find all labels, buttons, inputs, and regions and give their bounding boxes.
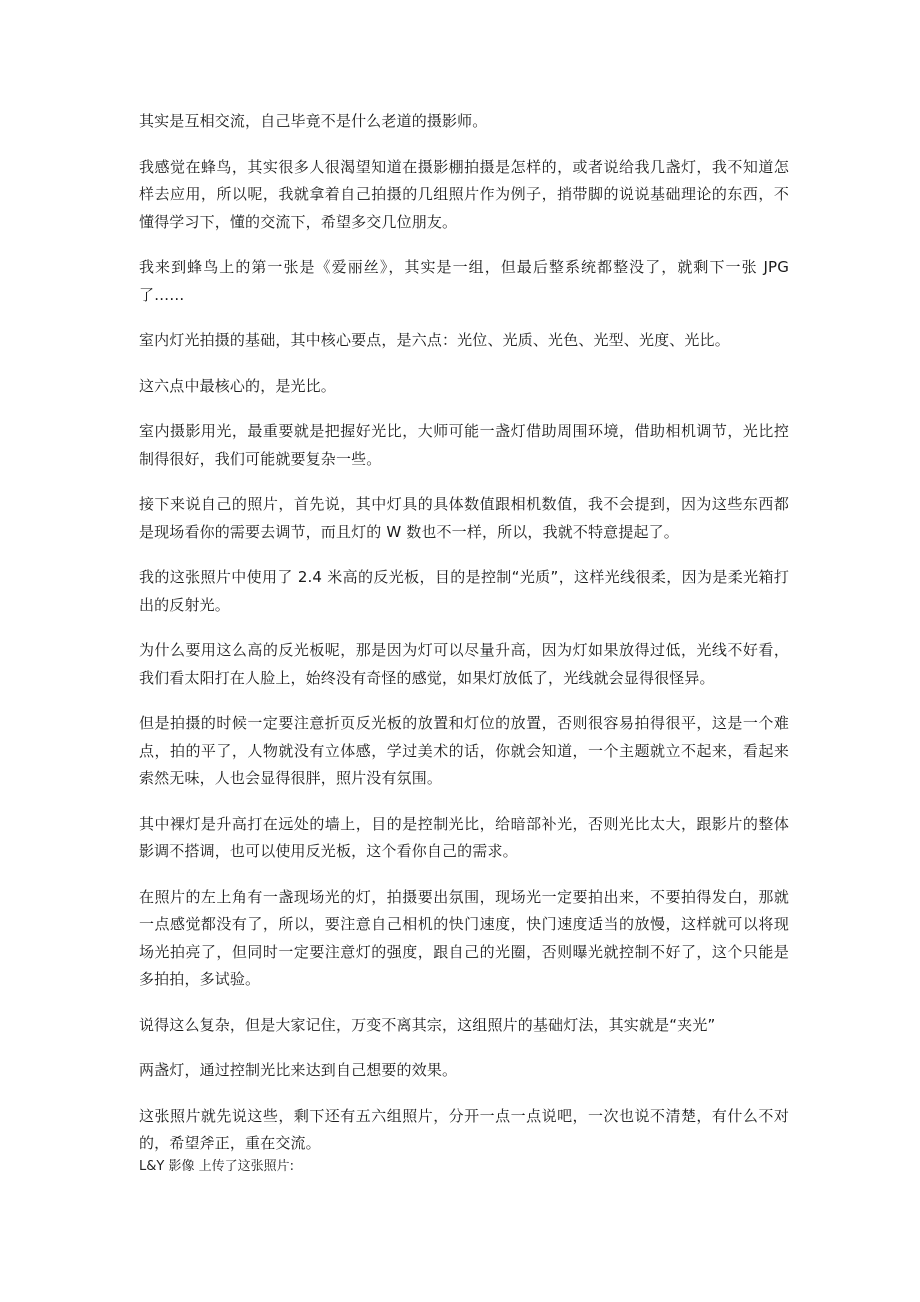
paragraph-10: 但是拍摄的时候一定要注意折页反光板的放置和灯位的放置，否则很容易拍得很平，这是一个难点，拍的平了，人物就没有立体感，学过美术的话，你就会知道，一个主题就立不起来，看起来索然无味，人也会显得很胖，照片没有氛围。 (139, 714, 789, 787)
paragraph-1: 其实是互相交流，自己毕竟不是什么老道的摄影师。 (139, 112, 488, 130)
paragraph-6: 室内摄影用光，最重要就是把握好光比，大师可能一盏灯借助周围环境，借助相机调节，光比控制得很好，我们可能就要复杂一些。 (139, 422, 789, 468)
photo-upload-caption: L&Y 影像 上传了这张照片: (139, 1158, 294, 1174)
paragraph-15: 这张照片就先说这些，剩下还有五六组照片，分开一点一点说吧，一次也说不清楚，有什么不对的，希望斧正，重在交流。 (139, 1106, 789, 1152)
paragraph-2: 我感觉在蜂鸟，其实很多人很渴望知道在摄影棚拍摄是怎样的，或者说给我几盏灯，我不知道怎样去应用，所以呢，我就拿着自己拍摄的几组照片作为例子，捎带脚的说说基础理论的东西，不懂得学习下，懂的交流下，希望多交几位朋友。 (139, 157, 789, 231)
paragraph-12: 在照片的左上角有一盏现场光的灯，拍摄要出氛围，现场光一定要拍出来，不要拍得发白，那就一点感觉都没有了，所以，要注意自己相机的快门速度，快门速度适当的放慢，这样就可以将现场光拍亮了，但同时一定要注意灯的强度，跟自己的光圈，否则曝光就控制不好了，这个只能是多拍拍，多试验。 (139, 887, 789, 988)
paragraph-13: 说得这么复杂，但是大家记住，万变不离其宗，这组照片的基础灯法，其实就是“夹光” (139, 1015, 716, 1034)
paragraph-5: 这六点中最核心的，是光比。 (139, 376, 336, 395)
paragraph-3: 我来到蜂鸟上的第一张是《爱丽丝》，其实是一组，但最后整系统都整没了，就剩下一张 JPG 了…… (139, 258, 789, 304)
paragraph-9: 为什么要用这么高的反光板呢，那是因为灯可以尽量升高，因为灯如果放得过低，光线不好看，我们看太阳打在人脸上，始终没有奇怪的感觉，如果灯放低了，光线就会显得很怪异。 (139, 641, 789, 687)
paragraph-11: 其中裸灯是升高打在远处的墙上，目的是控制光比，给暗部补光，否则光比太大，跟影片的整体影调不搭调，也可以使用反光板，这个看你自己的需求。 (139, 814, 789, 860)
paragraph-14: 两盏灯，通过控制光比来达到自己想要的效果。 (139, 1061, 458, 1079)
paragraph-4: 室内灯光拍摄的基础，其中核心要点，是六点：光位、光质、光色、光型、光度、光比。 (139, 331, 730, 349)
paragraph-7: 接下来说自己的照片，首先说，其中灯具的具体数值跟相机数值，我不会提到，因为这些东西都是现场看你的需要去调节，而且灯的 W 数也不一样，所以，我就不特意提起了。 (139, 495, 789, 541)
paragraph-8: 我的这张照片中使用了 2.4 米高的反光板，目的是控制“光质”，这样光线很柔，因为是柔光箱打出的反射光。 (139, 568, 789, 614)
document-body (139, 108, 789, 1176)
